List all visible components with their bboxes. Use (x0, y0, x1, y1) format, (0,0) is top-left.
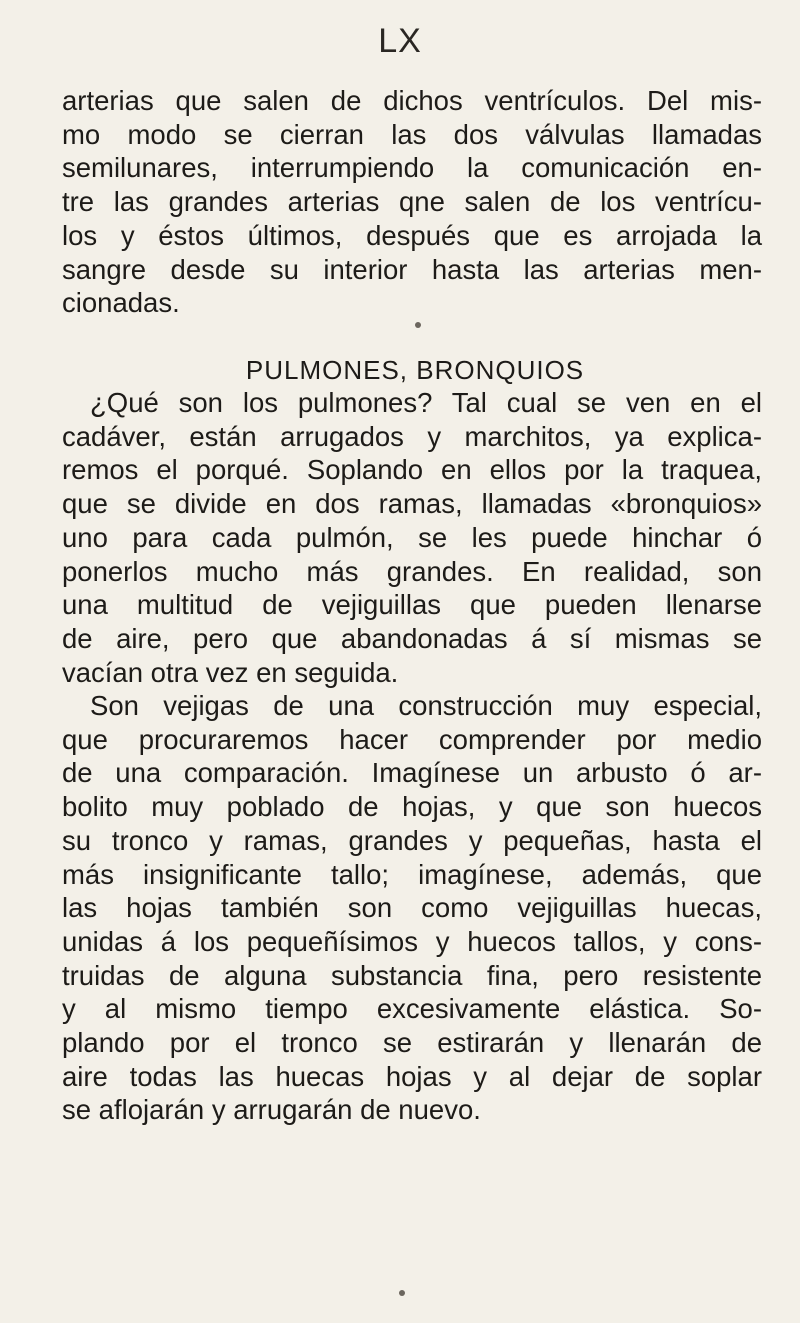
text-line: bolito muy poblado de hojas, y que son huecos (62, 791, 762, 823)
paragraph-2 (62, 386, 762, 689)
text-line: una multitud de vejiguillas que pueden llenarse (62, 589, 762, 621)
text-line: su tronco y ramas, grandes y pequeñas, hasta el (62, 824, 762, 856)
paragraph-3 (62, 689, 762, 1127)
text-line: cionadas. (62, 287, 180, 319)
text-line: y al mismo tiempo excesivamente elástica. So- (62, 993, 762, 1025)
text-line: uno para cada pulmón, se les puede hinchar ó (62, 521, 762, 553)
section-title: PULMONES, BRONQUIOS (245, 355, 585, 385)
text-line: Son vejigas de una construcción muy especial, (90, 690, 762, 721)
text-line: aire todas las huecas hojas y al dejar de soplar (62, 1060, 762, 1092)
text-line: cadáver, están arrugados y marchitos, ya explica- (62, 420, 762, 452)
paragraph-1 (62, 84, 762, 320)
text-line: más insignificante tallo; imagínese, además, que (62, 858, 762, 890)
text-line: unidas á los pequeñísimos y huecos tallos, y cons- (62, 925, 762, 957)
text-line: las hojas también son como vejiguillas huecas, (62, 892, 762, 924)
text-line: arterias que salen de dichos ventrículos. Del mis- (62, 85, 762, 116)
text-line: ponerlos mucho más grandes. En realidad, son (62, 555, 762, 587)
text-line: vacían otra vez en seguida. (62, 656, 399, 688)
text-line: que procuraremos hacer comprender por medio (62, 723, 762, 755)
text-line: sangre desde su interior hasta las arterias men- (62, 253, 762, 285)
ink-speck (399, 1290, 405, 1296)
text-line: semilunares, interrumpiendo la comunicación en- (62, 152, 762, 184)
page-header: LX (378, 22, 422, 60)
text-line: los y éstos últimos, después que es arrojada la (62, 219, 762, 251)
text-line: truidas de alguna substancia fina, pero resistente (62, 959, 762, 991)
text-line: de aire, pero que abandonadas á sí mismas se (62, 622, 762, 654)
text-line: ¿Qué son los pulmones? Tal cual se ven en el (90, 387, 762, 418)
text-line: remos el porqué. Soplando en ellos por la traquea, (62, 454, 762, 486)
text-line: de una comparación. Imagínese un arbusto ó ar- (62, 757, 762, 789)
text-line: se aflojarán y arrugarán de nuevo. (62, 1094, 481, 1126)
text-line: que se divide en dos ramas, llamadas «bronquios» (62, 488, 762, 520)
text-line: plando por el tronco se estirarán y llenarán de (62, 1027, 762, 1059)
ink-speck (415, 322, 421, 328)
text-line: tre las grandes arterias qne salen de los ventrícu- (62, 186, 762, 218)
text-line: mo modo se cierran las dos válvulas llamadas (62, 118, 762, 150)
